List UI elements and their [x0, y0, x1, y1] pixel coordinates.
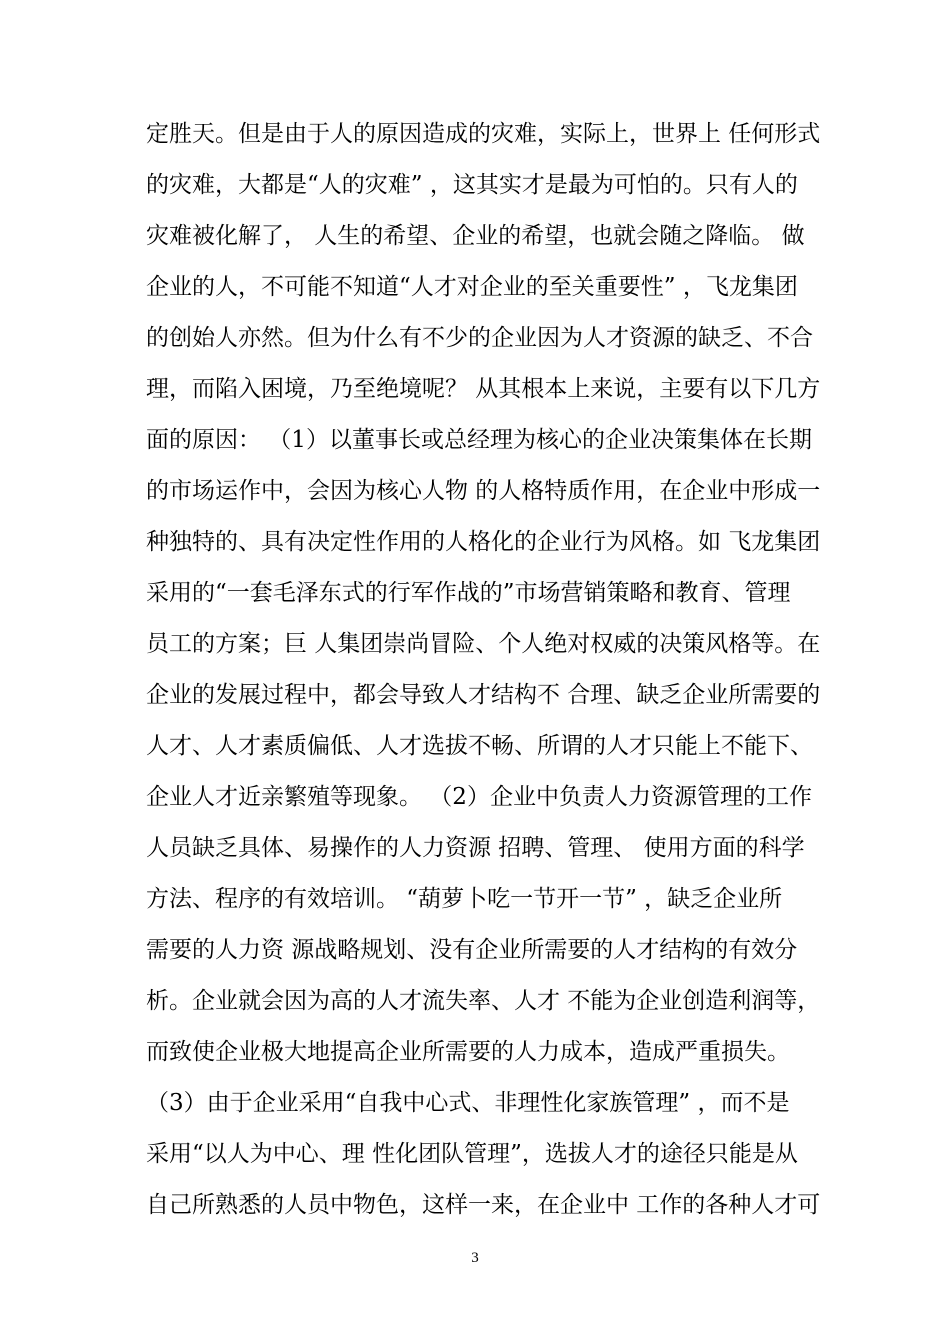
text-line: 的市场运作中，会因为核心人物 的人格特质作用，在企业中形成一: [146, 478, 821, 504]
text-line: 的创始人亦然。但为什么有不少的企业因为人才资源的缺乏、不合: [146, 325, 813, 351]
text-line: 采用的“一套毛泽东式的行军作战的”市场营销策略和教育、管理: [146, 580, 791, 606]
text-line: 理，而陷入困境，乃至绝境呢？ 从其根本上来说，主要有以下几方: [146, 376, 821, 402]
text-line: 析。企业就会因为高的人才流失率、人才 不能为企业创造利润等，: [146, 988, 821, 1014]
text-line: 灾难被化解了， 人生的希望、企业的希望，也就会随之降临。 做: [146, 223, 805, 249]
text-line: 企业人才近亲繁殖等现象。 （2）企业中负责人力资源管理的工作: [146, 784, 812, 810]
text-line: 自己所熟悉的人员中物色，这样一来，在企业中 工作的各种人才可: [146, 1192, 821, 1218]
text-line: 的灾难，大都是“人的灾难” ，这其实才是最为可怕的。只有人的: [146, 172, 798, 198]
text-line: 而致使企业极大地提高企业所需要的人力成本，造成严重损失。: [146, 1039, 790, 1065]
text-line: 企业的发展过程中，都会导致人才结构不 合理、缺乏企业所需要的: [146, 682, 821, 708]
text-line: 人员缺乏具体、易操作的人力资源 招聘、管理、 使用方面的科学: [146, 835, 805, 861]
text-line: （3）由于企业采用“自我中心式、非理性化家族管理” ，而不是: [146, 1090, 790, 1116]
text-line: 人才、人才素质偏低、人才选拔不畅、所谓的人才只能上不能下、: [146, 733, 813, 759]
text-line: 采用“以人为中心、理 性化团队管理”，选拔人才的途径只能是从: [146, 1141, 798, 1167]
text-line: 定胜天。但是由于人的原因造成的灾难，实际上，世界上 任何形式: [146, 121, 821, 147]
text-line: 需要的人力资 源战略规划、没有企业所需要的人才结构的有效分: [146, 937, 798, 963]
text-line: 方法、程序的有效培训。 “葫萝卜吃一节开一节” ，缺乏企业所: [146, 886, 783, 912]
text-line: 面的原因： （1）以董事长或总经理为核心的企业决策集体在长期: [146, 427, 812, 453]
text-line: 种独特的、具有决定性作用的人格化的企业行为风格。如 飞龙集团: [146, 529, 821, 555]
page-number: 3: [471, 1250, 479, 1266]
text-line: 员工的方案；巨 人集团崇尚冒险、个人绝对权威的决策风格等。在: [146, 631, 821, 657]
text-line: 企业的人，不可能不知道“人才对企业的至关重要性” ，飞龙集团: [146, 274, 798, 300]
